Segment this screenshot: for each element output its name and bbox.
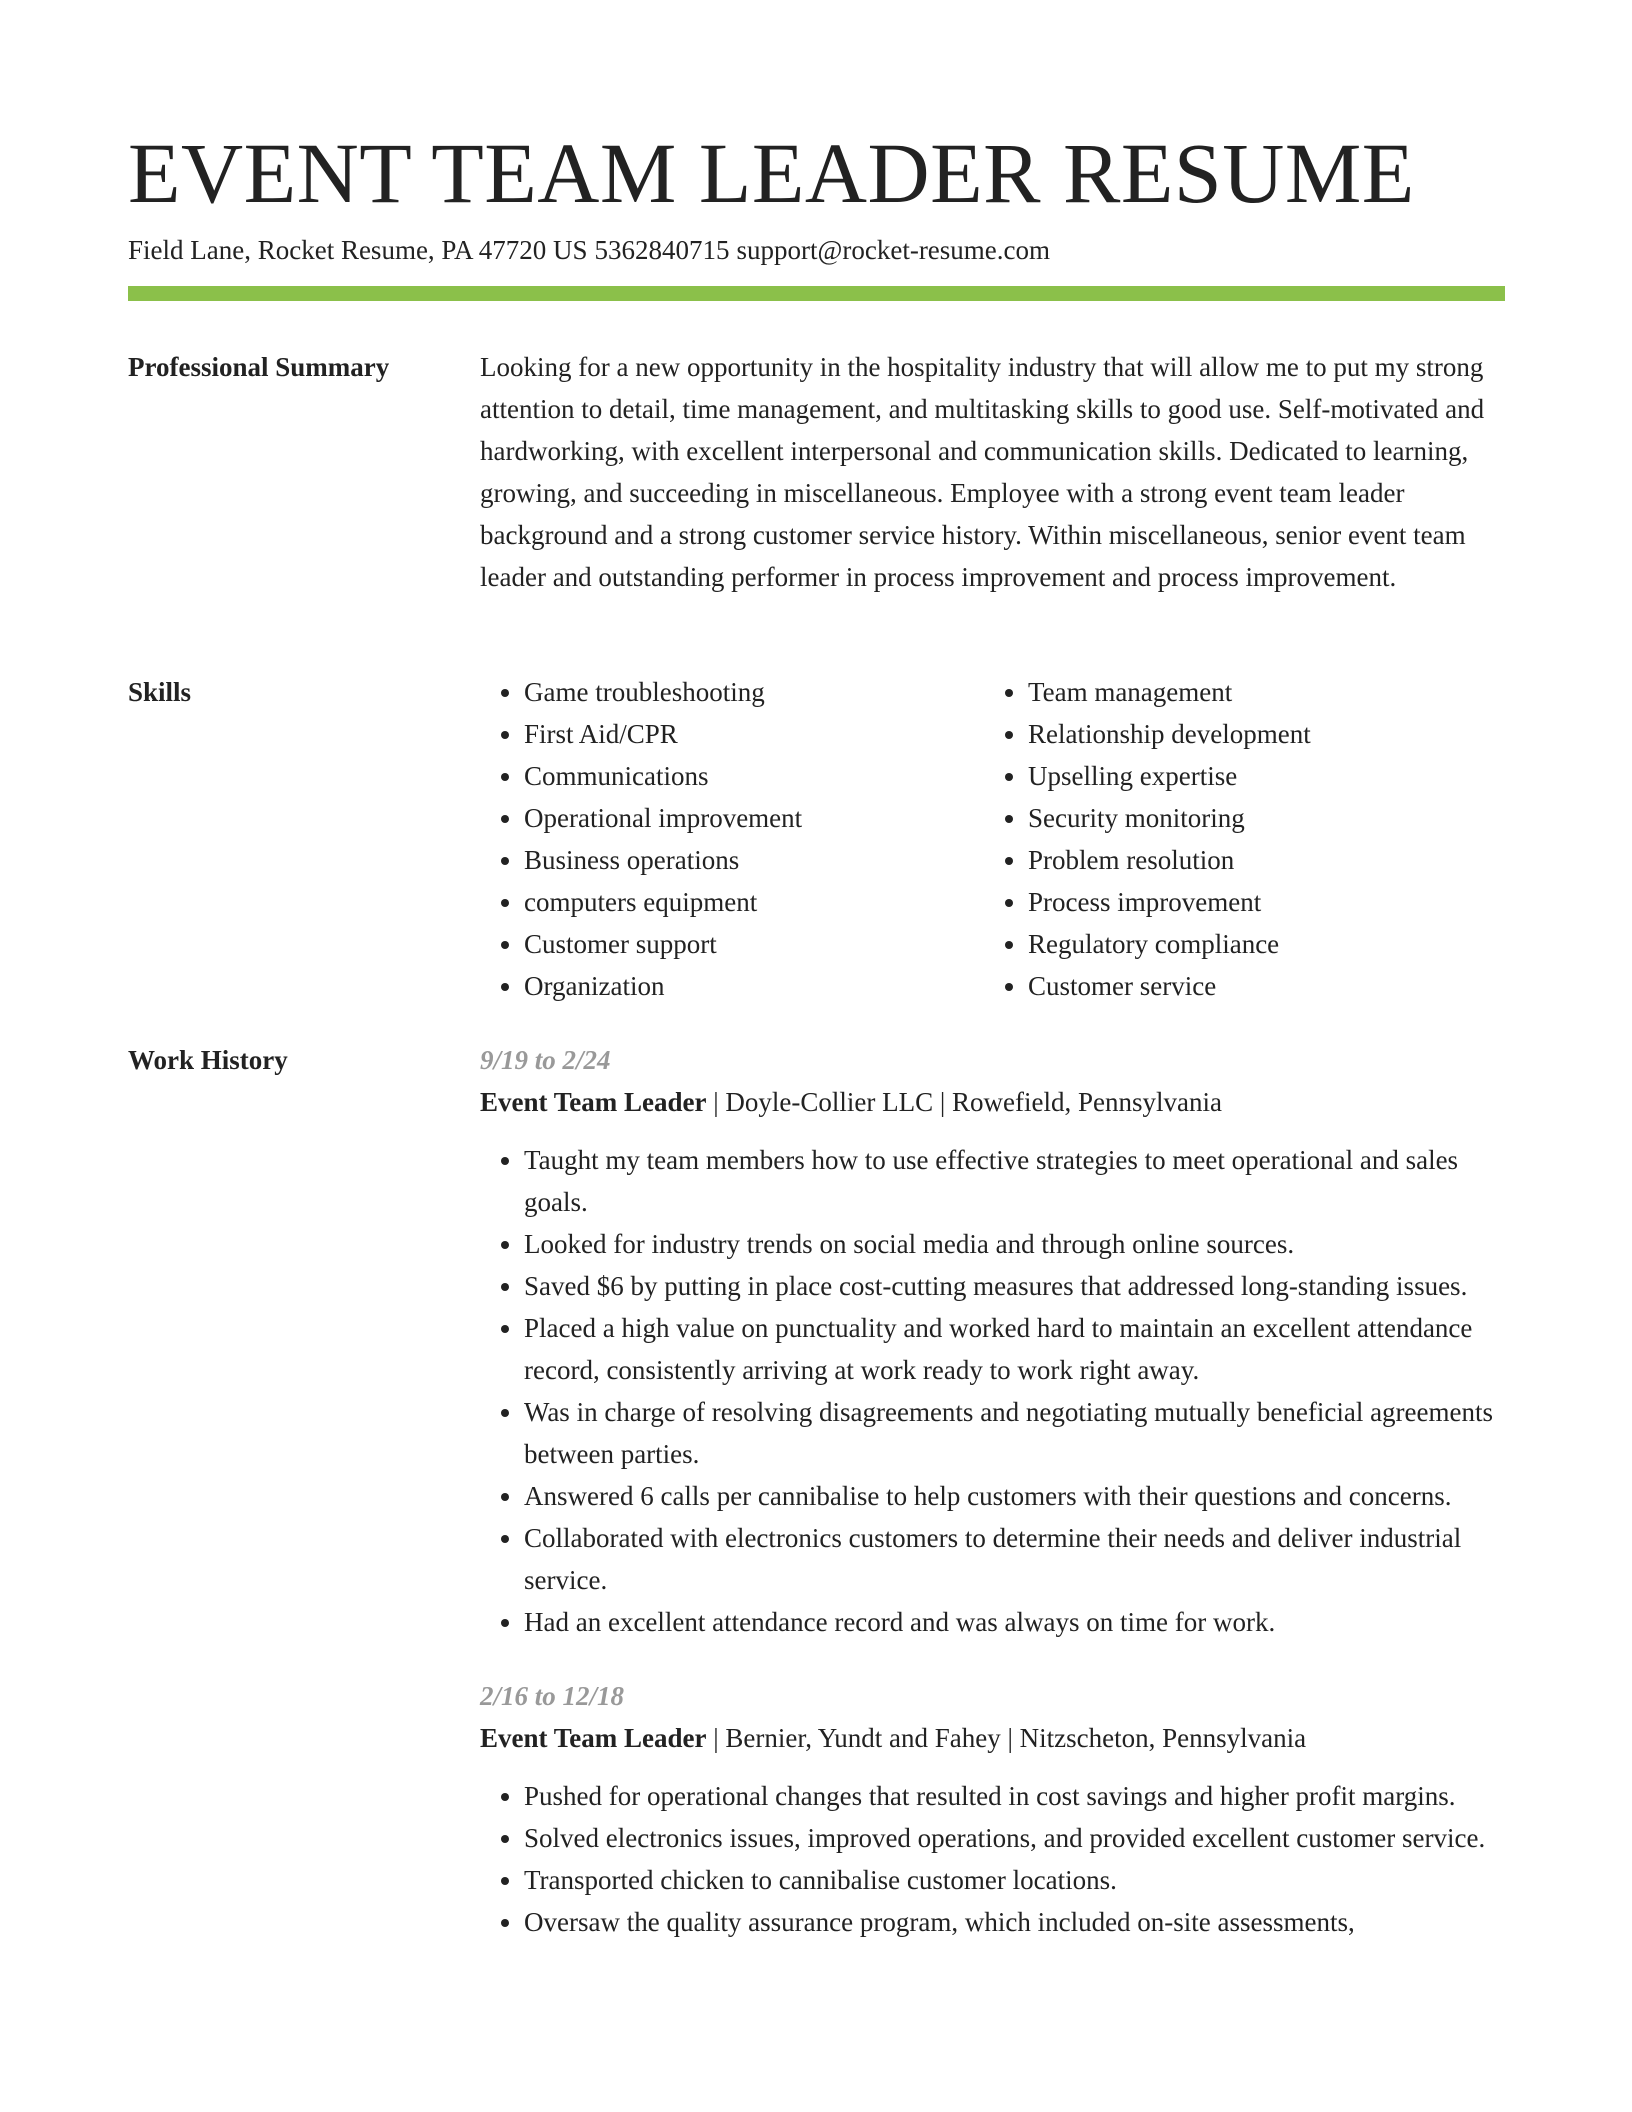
skill-item: • Process improvement (1028, 881, 1488, 923)
job-bullet: • Collaborated with electronics customers to determine their needs and deliver industrial service. (524, 1517, 1505, 1601)
summary-body (480, 346, 1505, 598)
job-bullet: • Transported chicken to cannibalise customer locations. (524, 1859, 1505, 1901)
job-heading: Event Team Leader | Doyle-Collier LLC | Rowefield, Pennsylvania (480, 1087, 1222, 1117)
job-dates: 9/19 to 2/24 (480, 1045, 611, 1075)
job-title: Event Team Leader (480, 1087, 707, 1117)
accent-divider (128, 286, 1505, 301)
skill-item: • Relationship development (1028, 713, 1488, 755)
job-location: Nitzscheton, Pennsylvania (1019, 1723, 1307, 1753)
job-bullet: • Saved $6 by putting in place cost-cutting measures that addressed long-standing issues. (524, 1265, 1505, 1307)
job-bullet: • Looked for industry trends on social media and through online sources. (524, 1223, 1505, 1265)
skills-heading: Skills (128, 677, 192, 707)
skills-list-left (480, 671, 984, 1007)
summary-heading: Professional Summary (128, 352, 390, 382)
contact-line (128, 232, 1050, 268)
job-bullet: • Oversaw the quality assurance program, which included on-site assessments, (524, 1901, 1505, 1943)
skill-item: • Game troubleshooting (524, 671, 984, 713)
skill-item: • Security monitoring (1028, 797, 1488, 839)
job-bullet: • Pushed for operational changes that resulted in cost savings and higher profit margins. (524, 1775, 1505, 1817)
job-location: Rowefield, Pennsylvania (952, 1087, 1222, 1117)
job-entry (480, 1039, 1505, 1643)
skill-item: • Communications (524, 755, 984, 797)
job-company: Doyle-Collier LLC (725, 1087, 934, 1117)
skill-item: • Regulatory compliance (1028, 923, 1488, 965)
job-bullets (480, 1775, 1505, 1943)
contact-address: Field Lane, Rocket Resume, PA 47720 US (128, 235, 588, 265)
skill-item: • Business operations (524, 839, 984, 881)
skill-item: • First Aid/CPR (524, 713, 984, 755)
job-bullet: • Had an excellent attendance record and was always on time for work. (524, 1601, 1505, 1643)
work-heading: Work History (128, 1045, 288, 1075)
job-bullet: • Solved electronics issues, improved operations, and provided excellent customer service. (524, 1817, 1505, 1859)
job-entry (480, 1675, 1505, 1943)
skill-item: • Organization (524, 965, 984, 1007)
summary-text: Looking for a new opportunity in the hospitality industry that will allow me to put my strong attention to detail, time management, and multitasking skills to good use. Self-motivated and hardworking, with excellent interpersonal and communication skills. Dedicated to learning, growing, and succeeding in miscellaneous. Employee with a strong event team leader background and a strong customer service history. Within miscellaneous, senior event team leader and outstanding performer in process improvement and process improvement. (480, 352, 1485, 592)
job-bullet: • Taught my team members how to use effective strategies to meet operational and sales goals. (524, 1139, 1505, 1223)
skill-item: • Team management (1028, 671, 1488, 713)
job-bullet: • Was in charge of resolving disagreements and negotiating mutually beneficial agreements between parties. (524, 1391, 1505, 1475)
job-bullets (480, 1139, 1505, 1643)
skill-item: • Upselling expertise (1028, 755, 1488, 797)
skills-body (480, 671, 1505, 1007)
job-title: Event Team Leader (480, 1723, 707, 1753)
skill-item: • Operational improvement (524, 797, 984, 839)
job-dates: 2/16 to 12/18 (480, 1681, 625, 1711)
skill-item: • Problem resolution (1028, 839, 1488, 881)
job-bullet: • Answered 6 calls per cannibalise to help customers with their questions and concerns. (524, 1475, 1505, 1517)
job-heading: Event Team Leader | Bernier, Yundt and Fahey | Nitzscheton, Pennsylvania (480, 1723, 1307, 1753)
skill-item: • computers equipment (524, 881, 984, 923)
skill-item: • Customer support (524, 923, 984, 965)
work-body (480, 1039, 1505, 1943)
skill-item: • Customer service (1028, 965, 1488, 1007)
contact-email: support@rocket-resume.com (736, 235, 1051, 265)
job-company: Bernier, Yundt and Fahey (725, 1723, 1001, 1753)
job-bullet: • Placed a high value on punctuality and worked hard to maintain an excellent attendance record, consistently arriving at work ready to work right away. (524, 1307, 1505, 1391)
contact-phone: 5362840715 (594, 235, 730, 265)
resume-title: EVENT TEAM LEADER RESUME (128, 125, 1415, 221)
skills-list-right (984, 671, 1488, 1007)
